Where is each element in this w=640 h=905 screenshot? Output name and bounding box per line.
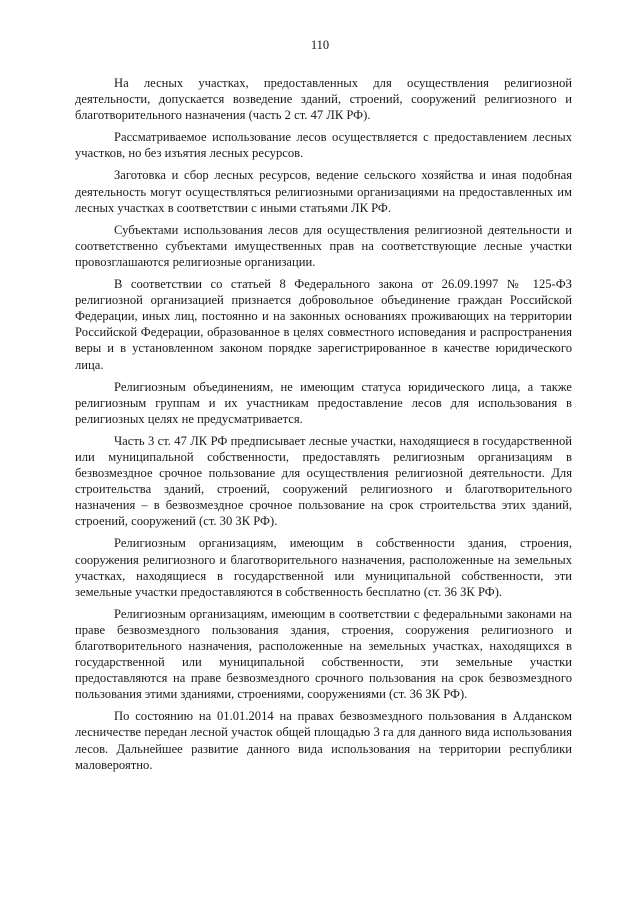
- paragraph-religious-organization-definition: В соответствии со статьей 8 Федерального закона от 26.09.1997 № 125-ФЗ религиозной организацией признается добровольное объединение граждан Российской Федерации, иных лиц, постоянно и на законных основаниях проживающих на территории Российской Федерации, образованное в целях совместного исповедания и распространения веры и в установленном законом порядке зарегистрированное в качестве юридического лица.: [75, 277, 572, 372]
- page-number: 110: [310, 38, 330, 52]
- paragraph-harvesting-and-farming: Заготовка и сбор лесных ресурсов, ведение сельского хозяйства и иная подобная деятельность могут осуществляться религиозными организациями на предоставленных им лесных участках в соответствии с иными статьями ЛК РФ.: [75, 168, 572, 215]
- paragraph-aldan-status: По состоянию на 01.01.2014 на правах безвозмездного пользования в Алданском лесничестве передан лесной участок общей площадью 3 га для данного вида использования лесов. Дальнейшее развитие данного вида использования на территории республики маловероятно.: [75, 709, 572, 772]
- paragraph-forest-plots-religious-buildings: На лесных участках, предоставленных для осуществления религиозной деятельности, допускается возведение зданий, строений, сооружений религиозного и благотворительного назначения (часть 2 ст. 47 ЛК РФ).: [75, 76, 572, 123]
- paragraph-ownership-transfer: Религиозным организациям, имеющим в собственности здания, строения, сооружения религиозного и благотворительного назначения, расположенные на земельных участках, находящиеся в государственной или муниципальной собственности, эти земельные участки предоставляются в собственность бесплатно (ст. 36 ЗК РФ).: [75, 536, 572, 599]
- paragraph-article-47-part-3: Часть 3 ст. 47 ЛК РФ предписывает лесные участки, находящиеся в государственной или муниципальной собственности, предоставлять религиозным организациям в безвозмездное срочное пользование для осуществления религиозной деятельности. Для строительства зданий, строений, сооружений религиозного и благотворительного назначения – в безвозмездное срочное пользование на срок строительства этих зданий, строений, сооружений (ст. 30 ЗК РФ).: [75, 433, 572, 529]
- paragraph-subjects-of-use: Субъектами использования лесов для осуществления религиозной деятельности и соответственно субъектами имущественных прав на соответствующие лесные участки провозглашаются религиозные организации.: [75, 222, 572, 269]
- paragraph-free-use-rights: Религиозным организациям, имеющим в соответствии с федеральными законами на праве безвозмездного пользования здания, строения, сооружения религиозного и благотворительного назначения, расположенные на земельных участках, находящихся в государственной или муниципальной собственности, эти земельные участки предоставляются на праве безвозмездного срочного пользования на срок безвозмездного пользования этими зданиями, строениями, сооружениями (ст. 36 ЗК РФ).: [75, 606, 572, 702]
- paragraph-use-without-resource-seizure: Рассматриваемое использование лесов осуществляется с предоставлением лесных участков, но без изъятия лесных ресурсов.: [75, 130, 572, 161]
- paragraph-unregistered-associations: Религиозным объединениям, не имеющим статуса юридического лица, а также религиозным группам и их участникам предоставление лесов для использования в религиозных целях не предусматривается.: [75, 379, 572, 426]
- document-body: [75, 75, 572, 779]
